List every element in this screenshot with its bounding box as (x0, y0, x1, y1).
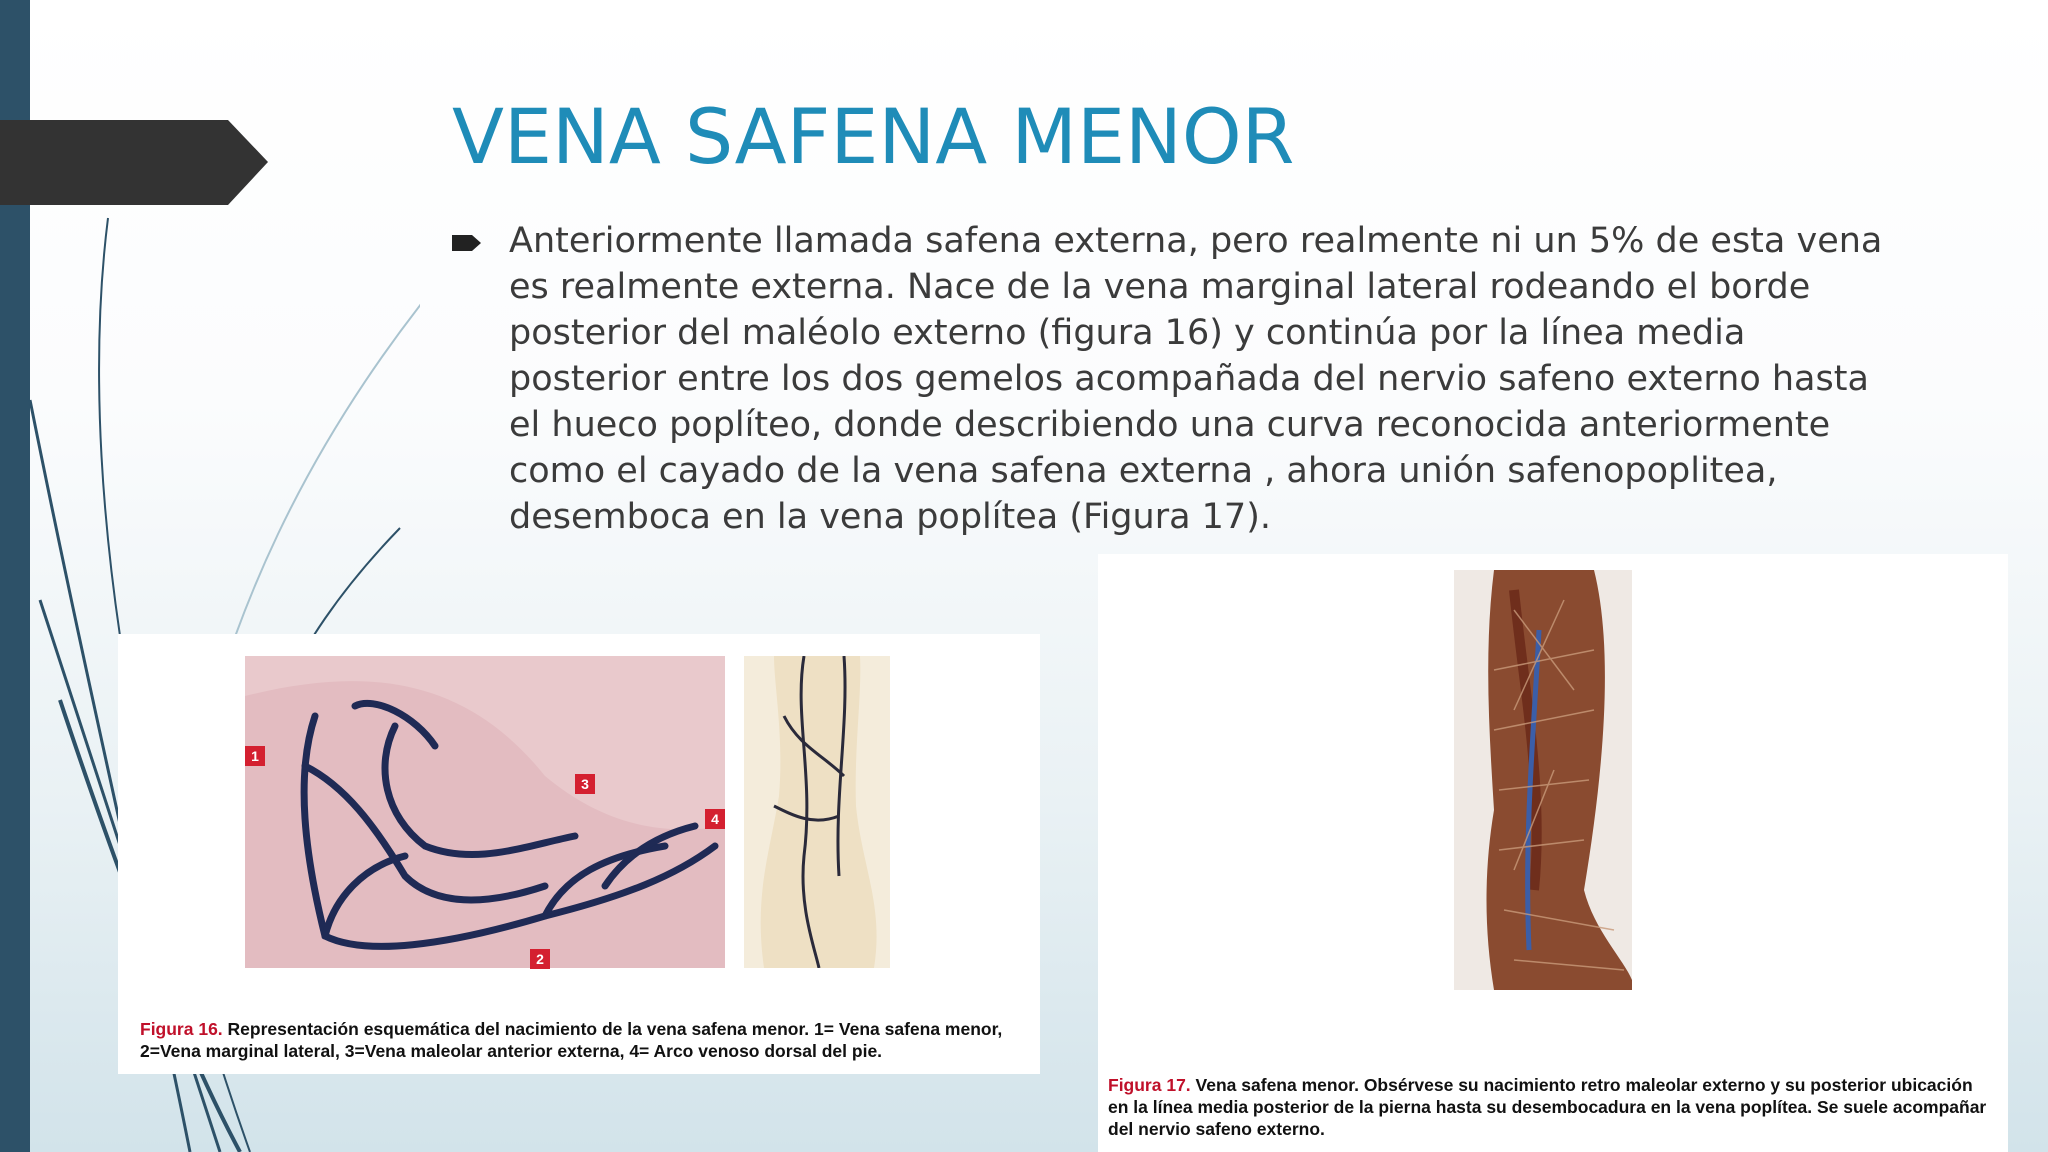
body-text: Anteriormente llamada safena externa, pero realmente ni un 5% de esta vena es realmente externa. Nace de la vena marginal lateral rodeando el borde posterior del maléolo externo (figura 16) y continúa por la línea media posterior entre los dos gemelos acompañada del nervio safeno externo hasta el hueco poplíteo, donde describiendo una curva reconocida anteriormente como el cayado de la vena safena externa , ahora unión safenopoplitea, desemboca en la vena poplítea (Figura 17). (509, 221, 1883, 537)
figure-17-label: Figura 17. (1108, 1075, 1191, 1095)
title-arrow-shape (0, 120, 268, 205)
marker-3: 3 (575, 774, 595, 794)
marker-4: 4 (705, 809, 725, 829)
marker-1: 1 (245, 746, 265, 766)
figure-16-caption: Figura 16. Representación esquemática del nacimiento de la vena safena menor. 1= Vena safena menor, 2=Vena marginal lateral, 3=Vena maleolar anterior externa, 4= Arco venoso dorsal del pie. (140, 1019, 1003, 1061)
figure-17 (1098, 554, 2008, 1152)
foot-veins-illustration (245, 656, 725, 968)
arrow-bullet-icon (452, 232, 482, 254)
leg-veins-illustration (1454, 570, 1632, 990)
ankle-veins-illustration (744, 656, 890, 968)
figure-17-caption: Figura 17. Vena safena menor. Obsérvese su nacimiento retro maleolar externo y su posterior ubicación en la línea media posterior de la pierna hasta su desembocadura en la vena poplítea. Se suele acompañar del nervio safeno externo. (1108, 1075, 1987, 1139)
marker-2: 2 (530, 949, 550, 969)
slide-title: VENA SAFENA MENOR (452, 92, 1295, 181)
figure-16 (118, 634, 1040, 1074)
figure-16-label: Figura 16. (140, 1019, 223, 1039)
